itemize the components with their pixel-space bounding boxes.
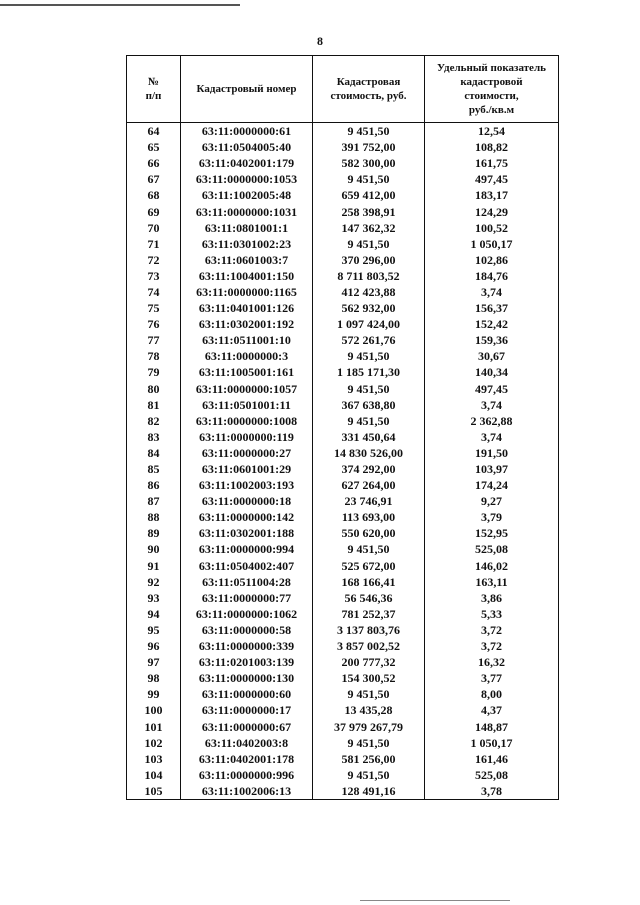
cadastral-number-cell: 63:11:0000000:18: [181, 493, 313, 509]
row-num-cell: 93: [127, 590, 181, 606]
specific-indicator-cell: 3,74: [425, 397, 559, 413]
specific-indicator-cell: 3,74: [425, 429, 559, 445]
specific-indicator-cell: 12,54: [425, 123, 559, 140]
table-row: [127, 574, 559, 590]
row-num-cell: 91: [127, 558, 181, 574]
header-num: № п/п: [127, 56, 181, 123]
cadastral-value-cell: 8 711 803,52: [313, 268, 425, 284]
cadastral-value-cell: 3 857 002,52: [313, 638, 425, 654]
specific-indicator-cell: 152,95: [425, 525, 559, 541]
cadastral-number-cell: 63:11:0402003:8: [181, 735, 313, 751]
row-num-cell: 102: [127, 735, 181, 751]
cadastral-value-cell: 562 932,00: [313, 300, 425, 316]
cadastral-value-cell: 9 451,50: [313, 123, 425, 140]
specific-indicator-cell: 184,76: [425, 268, 559, 284]
table-row: [127, 429, 559, 445]
table-row: [127, 702, 559, 718]
table-row: [127, 751, 559, 767]
table-row: [127, 767, 559, 783]
row-num-cell: 76: [127, 316, 181, 332]
specific-indicator-cell: 148,87: [425, 718, 559, 734]
cadastral-value-cell: 781 252,37: [313, 606, 425, 622]
row-num-cell: 89: [127, 525, 181, 541]
row-num-cell: 71: [127, 236, 181, 252]
table-row: [127, 123, 559, 140]
specific-indicator-cell: 174,24: [425, 477, 559, 493]
cadastral-value-cell: 9 451,50: [313, 381, 425, 397]
table-row: [127, 316, 559, 332]
specific-indicator-cell: 497,45: [425, 381, 559, 397]
table-row: [127, 252, 559, 268]
specific-indicator-cell: 3,86: [425, 590, 559, 606]
table-header-row: [127, 56, 559, 123]
cadastral-number-cell: 63:11:0000000:1053: [181, 171, 313, 187]
specific-indicator-cell: 152,42: [425, 316, 559, 332]
cadastral-number-cell: 63:11:0000000:339: [181, 638, 313, 654]
cadastral-value-cell: 37 979 267,79: [313, 718, 425, 734]
cadastral-value-cell: 525 672,00: [313, 558, 425, 574]
row-num-cell: 105: [127, 783, 181, 800]
cadastral-number-cell: 63:11:0000000:67: [181, 718, 313, 734]
cadastral-number-cell: 63:11:0401001:126: [181, 300, 313, 316]
cadastral-number-cell: 63:11:0000000:1008: [181, 413, 313, 429]
table-row: [127, 735, 559, 751]
row-num-cell: 101: [127, 718, 181, 734]
row-num-cell: 86: [127, 477, 181, 493]
cadastral-value-cell: 9 451,50: [313, 767, 425, 783]
cadastral-number-cell: 63:11:0000000:1031: [181, 203, 313, 219]
cadastral-number-cell: 63:11:1002003:193: [181, 477, 313, 493]
row-num-cell: 95: [127, 622, 181, 638]
cadastral-number-cell: 63:11:0000000:994: [181, 541, 313, 557]
table-row: [127, 622, 559, 638]
row-num-cell: 68: [127, 187, 181, 203]
specific-indicator-cell: 183,17: [425, 187, 559, 203]
cadastral-number-cell: 63:11:1004001:150: [181, 268, 313, 284]
row-num-cell: 82: [127, 413, 181, 429]
row-num-cell: 79: [127, 364, 181, 380]
table-row: [127, 139, 559, 155]
specific-indicator-cell: 2 362,88: [425, 413, 559, 429]
cadastral-value-cell: 56 546,36: [313, 590, 425, 606]
cadastral-value-cell: 3 137 803,76: [313, 622, 425, 638]
cadastral-number-cell: 63:11:0301002:23: [181, 236, 313, 252]
cadastral-value-cell: 370 296,00: [313, 252, 425, 268]
row-num-cell: 94: [127, 606, 181, 622]
row-num-cell: 90: [127, 541, 181, 557]
cadastral-number-cell: 63:11:0000000:119: [181, 429, 313, 445]
scan-artifact-line: [0, 4, 240, 6]
cadastral-value-cell: 258 398,91: [313, 203, 425, 219]
row-num-cell: 77: [127, 332, 181, 348]
row-num-cell: 66: [127, 155, 181, 171]
row-num-cell: 70: [127, 220, 181, 236]
specific-indicator-cell: 191,50: [425, 445, 559, 461]
table-row: [127, 525, 559, 541]
cadastral-number-cell: 63:11:0000000:130: [181, 670, 313, 686]
table-row: [127, 445, 559, 461]
cadastral-value-cell: 9 451,50: [313, 236, 425, 252]
cadastral-value-table: [126, 55, 559, 800]
specific-indicator-cell: 9,27: [425, 493, 559, 509]
cadastral-number-cell: 63:11:0000000:60: [181, 686, 313, 702]
table-row: [127, 461, 559, 477]
table-row: [127, 686, 559, 702]
table-row: [127, 236, 559, 252]
specific-indicator-cell: 163,11: [425, 574, 559, 590]
table-row: [127, 541, 559, 557]
cadastral-value-cell: 391 752,00: [313, 139, 425, 155]
cadastral-number-cell: 63:11:0000000:1165: [181, 284, 313, 300]
table-row: [127, 397, 559, 413]
cadastral-number-cell: 63:11:0000000:1062: [181, 606, 313, 622]
cadastral-number-cell: 63:11:0302001:192: [181, 316, 313, 332]
cadastral-number-cell: 63:11:0504002:407: [181, 558, 313, 574]
cadastral-value-cell: 331 450,64: [313, 429, 425, 445]
cadastral-value-cell: 128 491,16: [313, 783, 425, 800]
cadastral-number-cell: 63:11:0511001:10: [181, 332, 313, 348]
cadastral-number-cell: 63:11:0000000:27: [181, 445, 313, 461]
table-row: [127, 171, 559, 187]
cadastral-value-cell: 168 166,41: [313, 574, 425, 590]
cadastral-number-cell: 63:11:0000000:3: [181, 348, 313, 364]
row-num-cell: 73: [127, 268, 181, 284]
specific-indicator-cell: 8,00: [425, 686, 559, 702]
cadastral-value-cell: 1 185 171,30: [313, 364, 425, 380]
table-row: [127, 155, 559, 171]
cadastral-number-cell: 63:11:0402001:178: [181, 751, 313, 767]
cadastral-value-cell: 9 451,50: [313, 348, 425, 364]
row-num-cell: 98: [127, 670, 181, 686]
cadastral-value-cell: 23 746,91: [313, 493, 425, 509]
cadastral-value-cell: 9 451,50: [313, 686, 425, 702]
cadastral-value-cell: 200 777,32: [313, 654, 425, 670]
specific-indicator-cell: 146,02: [425, 558, 559, 574]
row-num-cell: 67: [127, 171, 181, 187]
cadastral-number-cell: 63:11:1002006:13: [181, 783, 313, 800]
table-row: [127, 670, 559, 686]
table-row: [127, 509, 559, 525]
cadastral-value-cell: 1 097 424,00: [313, 316, 425, 332]
specific-indicator-cell: 140,34: [425, 364, 559, 380]
specific-indicator-cell: 3,77: [425, 670, 559, 686]
header-cadastral-number: Кадастровый номер: [181, 56, 313, 123]
cadastral-number-cell: 63:11:1002005:48: [181, 187, 313, 203]
specific-indicator-cell: 3,74: [425, 284, 559, 300]
cadastral-value-cell: 627 264,00: [313, 477, 425, 493]
row-num-cell: 83: [127, 429, 181, 445]
cadastral-value-cell: 572 261,76: [313, 332, 425, 348]
specific-indicator-cell: 103,97: [425, 461, 559, 477]
cadastral-number-cell: 63:11:0000000:61: [181, 123, 313, 140]
table-row: [127, 332, 559, 348]
row-num-cell: 88: [127, 509, 181, 525]
specific-indicator-cell: 30,67: [425, 348, 559, 364]
cadastral-number-cell: 63:11:0511004:28: [181, 574, 313, 590]
specific-indicator-cell: 3,72: [425, 622, 559, 638]
row-num-cell: 80: [127, 381, 181, 397]
cadastral-value-cell: 154 300,52: [313, 670, 425, 686]
specific-indicator-cell: 3,79: [425, 509, 559, 525]
specific-indicator-cell: 1 050,17: [425, 735, 559, 751]
cadastral-number-cell: 63:11:0000000:1057: [181, 381, 313, 397]
cadastral-value-cell: 113 693,00: [313, 509, 425, 525]
table-row: [127, 718, 559, 734]
specific-indicator-cell: 100,52: [425, 220, 559, 236]
specific-indicator-cell: 1 050,17: [425, 236, 559, 252]
row-num-cell: 87: [127, 493, 181, 509]
row-num-cell: 103: [127, 751, 181, 767]
specific-indicator-cell: 161,75: [425, 155, 559, 171]
header-specific-indicator: Удельный показатель кадастровой стоимости, руб./кв.м: [425, 56, 559, 123]
cadastral-number-cell: 63:11:0201003:139: [181, 654, 313, 670]
cadastral-value-cell: 9 451,50: [313, 171, 425, 187]
specific-indicator-cell: 108,82: [425, 139, 559, 155]
row-num-cell: 78: [127, 348, 181, 364]
row-num-cell: 97: [127, 654, 181, 670]
specific-indicator-cell: 124,29: [425, 203, 559, 219]
cadastral-number-cell: 63:11:0000000:142: [181, 509, 313, 525]
cadastral-number-cell: 63:11:0801001:1: [181, 220, 313, 236]
table-row: [127, 638, 559, 654]
cadastral-value-cell: 147 362,32: [313, 220, 425, 236]
table-row: [127, 300, 559, 316]
scan-artifact-line: [360, 900, 510, 901]
row-num-cell: 85: [127, 461, 181, 477]
specific-indicator-cell: 159,36: [425, 332, 559, 348]
table-row: [127, 381, 559, 397]
table-row: [127, 187, 559, 203]
cadastral-number-cell: 63:11:1005001:161: [181, 364, 313, 380]
cadastral-value-cell: 412 423,88: [313, 284, 425, 300]
specific-indicator-cell: 497,45: [425, 171, 559, 187]
row-num-cell: 84: [127, 445, 181, 461]
row-num-cell: 81: [127, 397, 181, 413]
cadastral-number-cell: 63:11:0501001:11: [181, 397, 313, 413]
cadastral-number-cell: 63:11:0000000:17: [181, 702, 313, 718]
specific-indicator-cell: 156,37: [425, 300, 559, 316]
row-num-cell: 96: [127, 638, 181, 654]
table-row: [127, 364, 559, 380]
cadastral-value-cell: 659 412,00: [313, 187, 425, 203]
specific-indicator-cell: 3,72: [425, 638, 559, 654]
table-row: [127, 590, 559, 606]
cadastral-value-cell: 9 451,50: [313, 541, 425, 557]
row-num-cell: 99: [127, 686, 181, 702]
cadastral-value-cell: 550 620,00: [313, 525, 425, 541]
row-num-cell: 92: [127, 574, 181, 590]
table-row: [127, 203, 559, 219]
specific-indicator-cell: 525,08: [425, 541, 559, 557]
row-num-cell: 65: [127, 139, 181, 155]
specific-indicator-cell: 4,37: [425, 702, 559, 718]
cadastral-value-cell: 581 256,00: [313, 751, 425, 767]
specific-indicator-cell: 161,46: [425, 751, 559, 767]
cadastral-value-cell: 374 292,00: [313, 461, 425, 477]
cadastral-value-cell: 367 638,80: [313, 397, 425, 413]
cadastral-value-cell: 9 451,50: [313, 413, 425, 429]
table-row: [127, 413, 559, 429]
cadastral-number-cell: 63:11:0302001:188: [181, 525, 313, 541]
page-number: 8: [317, 34, 323, 48]
header-cadastral-value: Кадастровая стоимость, руб.: [313, 56, 425, 123]
cadastral-value-cell: 13 435,28: [313, 702, 425, 718]
table-row: [127, 220, 559, 236]
row-num-cell: 69: [127, 203, 181, 219]
table-row: [127, 268, 559, 284]
table-row: [127, 493, 559, 509]
specific-indicator-cell: 16,32: [425, 654, 559, 670]
table-body: [127, 123, 559, 800]
table-row: [127, 477, 559, 493]
table-row: [127, 348, 559, 364]
table-row: [127, 558, 559, 574]
table-row: [127, 783, 559, 800]
row-num-cell: 72: [127, 252, 181, 268]
specific-indicator-cell: 102,86: [425, 252, 559, 268]
cadastral-number-cell: 63:11:0601001:29: [181, 461, 313, 477]
cadastral-number-cell: 63:11:0402001:179: [181, 155, 313, 171]
table-row: [127, 654, 559, 670]
table-row: [127, 284, 559, 300]
row-num-cell: 100: [127, 702, 181, 718]
row-num-cell: 74: [127, 284, 181, 300]
table-row: [127, 606, 559, 622]
cadastral-value-cell: 14 830 526,00: [313, 445, 425, 461]
specific-indicator-cell: 5,33: [425, 606, 559, 622]
row-num-cell: 75: [127, 300, 181, 316]
row-num-cell: 64: [127, 123, 181, 140]
cadastral-value-cell: 9 451,50: [313, 735, 425, 751]
cadastral-number-cell: 63:11:0000000:77: [181, 590, 313, 606]
specific-indicator-cell: 525,08: [425, 767, 559, 783]
cadastral-value-cell: 582 300,00: [313, 155, 425, 171]
cadastral-number-cell: 63:11:0000000:996: [181, 767, 313, 783]
cadastral-number-cell: 63:11:0000000:58: [181, 622, 313, 638]
cadastral-number-cell: 63:11:0601003:7: [181, 252, 313, 268]
row-num-cell: 104: [127, 767, 181, 783]
cadastral-number-cell: 63:11:0504005:40: [181, 139, 313, 155]
specific-indicator-cell: 3,78: [425, 783, 559, 800]
